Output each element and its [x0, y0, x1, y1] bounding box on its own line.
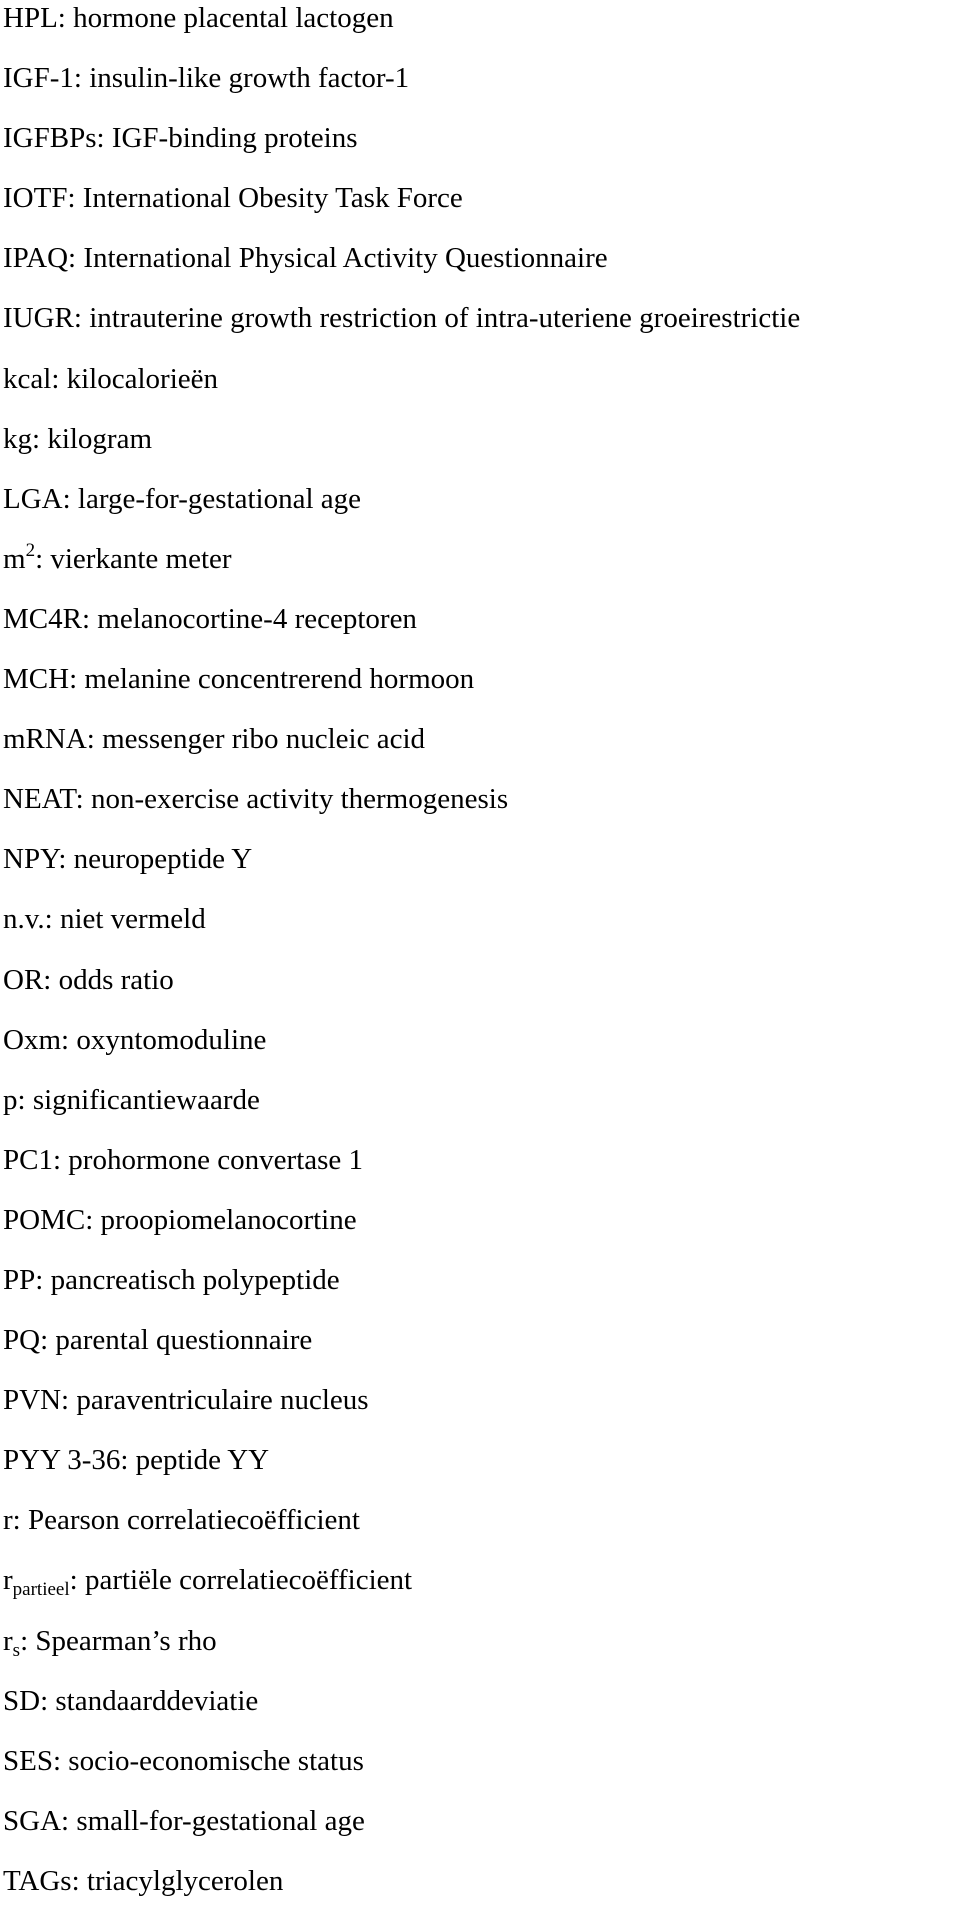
abbreviation-separator: : — [61, 1023, 77, 1056]
abbreviation-separator: : — [73, 62, 90, 95]
abbreviation-entry — [3, 1863, 953, 1923]
abbreviation-entry — [3, 300, 953, 360]
abbreviation-separator: : — [51, 362, 67, 395]
abbreviation-entry — [3, 240, 953, 300]
abbreviation-separator: : — [61, 1384, 77, 1417]
abbreviation-separator: : — [12, 1504, 28, 1537]
abbreviation-separator: : — [20, 1624, 36, 1657]
abbreviation-separator: : — [35, 1263, 51, 1296]
abbreviation-entry — [3, 841, 953, 901]
abbreviation-term: MCH — [3, 663, 70, 696]
abbreviation-definition: paraventriculaire nucleus — [76, 1384, 369, 1417]
abbreviation-entry — [3, 481, 953, 541]
abbreviation-definition: small-for-gestational age — [76, 1804, 365, 1837]
abbreviation-entry — [3, 120, 953, 180]
abbreviation-separator: : — [68, 242, 84, 275]
abbreviation-definition: intrauterine growth restriction of intra-uteriene groeirestrictie — [89, 302, 801, 335]
abbreviation-separator: : — [120, 1444, 136, 1477]
abbreviation-definition: non-exercise activity thermogenesis — [90, 783, 509, 816]
abbreviation-term: Oxm — [3, 1023, 61, 1056]
abbreviation-separator: : — [61, 1804, 77, 1837]
abbreviation-definition: niet vermeld — [59, 903, 206, 936]
abbreviation-term: HPL — [3, 2, 58, 34]
abbreviation-definition: odds ratio — [58, 963, 174, 996]
abbreviation-entry — [3, 1202, 953, 1262]
abbreviation-separator: : — [75, 783, 91, 816]
abbreviation-term: TAGs — [3, 1864, 72, 1897]
abbreviation-separator: : — [86, 723, 103, 756]
abbreviation-separator: : — [73, 302, 90, 335]
abbreviation-definition: socio-economische status — [68, 1744, 364, 1777]
abbreviation-term: SD — [3, 1684, 41, 1717]
abbreviation-list — [3, 0, 953, 1923]
abbreviation-term: mRNA — [3, 723, 87, 756]
abbreviation-separator: : — [69, 663, 85, 696]
abbreviation-term: PC1 — [3, 1143, 53, 1176]
abbreviation-definition: Pearson correlatiecoëfficient — [27, 1504, 360, 1537]
abbreviation-term: r — [3, 1624, 13, 1657]
abbreviation-separator: : — [58, 843, 74, 876]
abbreviation-term: r — [3, 1564, 13, 1597]
abbreviation-term: IPAQ — [3, 242, 69, 275]
abbreviation-term: OR — [3, 963, 44, 996]
abbreviation-separator: : — [96, 122, 112, 155]
abbreviation-entry — [3, 1142, 953, 1202]
abbreviation-entry — [3, 1623, 953, 1683]
abbreviation-definition: standaarddeviatie — [55, 1684, 259, 1717]
abbreviation-entry — [3, 1502, 953, 1562]
abbreviation-separator: : — [40, 1324, 56, 1357]
abbreviation-term: kg — [3, 422, 32, 455]
abbreviation-entry — [3, 1022, 953, 1082]
abbreviation-entry — [3, 0, 953, 60]
abbreviation-term: IUGR — [3, 302, 74, 335]
abbreviation-term: p — [3, 1083, 18, 1116]
abbreviation-definition: Spearman’s rho — [35, 1624, 217, 1657]
abbreviation-entry — [3, 1322, 953, 1382]
abbreviation-term: IGF-1 — [3, 62, 74, 95]
abbreviation-definition: prohormone convertase 1 — [68, 1143, 364, 1176]
abbreviation-separator: : — [17, 1083, 33, 1116]
abbreviation-separator: : — [40, 1684, 56, 1717]
abbreviation-separator: : — [62, 482, 78, 515]
abbreviation-definition: International Physical Activity Questionnaire — [83, 242, 608, 275]
abbreviation-definition: pancreatisch polypeptide — [50, 1263, 340, 1296]
abbreviation-term: PQ — [3, 1324, 41, 1357]
abbreviation-entry — [3, 180, 953, 240]
abbreviation-entry — [3, 1683, 953, 1743]
abbreviation-entry — [3, 901, 953, 961]
abbreviation-term: kcal — [3, 362, 52, 395]
abbreviation-separator: : — [71, 1864, 87, 1897]
abbreviation-separator: : — [57, 2, 74, 34]
abbreviation-definition: vierkante meter — [50, 542, 232, 575]
abbreviation-term: n.v. — [3, 903, 45, 936]
abbreviation-separator: : — [32, 422, 48, 455]
abbreviation-term: PVN — [3, 1384, 62, 1417]
abbreviation-term: m — [3, 542, 26, 575]
abbreviation-entry — [3, 1082, 953, 1142]
abbreviation-separator: : — [81, 602, 98, 635]
abbreviation-entry — [3, 661, 953, 721]
abbreviation-separator: : — [67, 182, 83, 215]
abbreviation-definition: proopiomelanocortine — [100, 1203, 357, 1236]
abbreviation-separator: : — [43, 963, 59, 996]
abbreviation-definition: melanocortine-4 receptoren — [97, 602, 417, 635]
abbreviation-term: SGA — [3, 1804, 62, 1837]
abbreviation-definition: significantiewaarde — [32, 1083, 260, 1116]
abbreviation-separator: : — [52, 1143, 69, 1176]
abbreviation-entry — [3, 60, 953, 120]
abbreviation-term: LGA — [3, 482, 63, 515]
abbreviation-entry — [3, 962, 953, 1022]
abbreviation-definition: parental questionnaire — [55, 1324, 313, 1357]
abbreviation-definition: IGF-binding proteins — [111, 122, 358, 155]
abbreviation-entry — [3, 781, 953, 841]
abbreviation-definition: insulin-like growth factor-1 — [89, 62, 410, 95]
abbreviation-definition: kilocalorieën — [66, 362, 218, 395]
abbreviation-separator: : — [69, 1564, 85, 1597]
abbreviation-term: POMC — [3, 1203, 86, 1236]
abbreviation-entry — [3, 421, 953, 481]
abbreviation-entry — [3, 1442, 953, 1502]
abbreviation-term: IGFBPs — [3, 122, 97, 155]
abbreviation-entry — [3, 361, 953, 421]
abbreviation-term: PP — [3, 1263, 36, 1296]
abbreviation-definition: large-for-gestational age — [77, 482, 362, 515]
abbreviation-separator: : — [44, 903, 60, 936]
abbreviation-definition: melanine concentrerend hormoon — [84, 663, 475, 696]
abbreviation-definition: peptide YY — [135, 1444, 270, 1477]
abbreviation-definition: kilogram — [47, 422, 153, 455]
abbreviation-entry — [3, 1562, 953, 1622]
abbreviation-entry — [3, 1743, 953, 1803]
abbreviation-term: MC4R — [3, 602, 82, 635]
abbreviation-separator: : — [85, 1203, 101, 1236]
abbreviation-separator: : — [35, 542, 51, 575]
abbreviation-superscript: 2 — [25, 539, 36, 561]
abbreviation-entry — [3, 541, 953, 601]
abbreviation-term: NPY — [3, 843, 59, 876]
abbreviation-definition: oxyntomoduline — [76, 1023, 267, 1056]
abbreviation-term: PYY 3-36 — [3, 1444, 121, 1477]
abbreviation-subscript: s — [12, 1639, 21, 1661]
abbreviation-definition: neuropeptide Y — [73, 843, 253, 876]
abbreviation-definition: hormone placental lactogen — [73, 2, 394, 34]
abbreviation-term: NEAT — [3, 783, 76, 816]
abbreviation-term: r — [3, 1504, 13, 1537]
abbreviation-entry — [3, 721, 953, 781]
abbreviation-definition: International Obesity Task Force — [82, 182, 463, 215]
abbreviation-term: SES — [3, 1744, 53, 1777]
abbreviation-entry — [3, 1262, 953, 1322]
abbreviation-term: IOTF — [3, 182, 68, 215]
abbreviation-entry — [3, 1803, 953, 1863]
abbreviation-entry — [3, 601, 953, 661]
abbreviation-entry — [3, 1382, 953, 1442]
abbreviation-separator: : — [52, 1744, 69, 1777]
abbreviation-definition: triacylglycerolen — [86, 1864, 284, 1897]
abbreviation-definition: messenger ribo nucleic acid — [102, 723, 426, 756]
abbreviation-definition: partiële correlatiecoëfficient — [84, 1564, 413, 1597]
abbreviation-subscript: partieel — [12, 1579, 70, 1601]
